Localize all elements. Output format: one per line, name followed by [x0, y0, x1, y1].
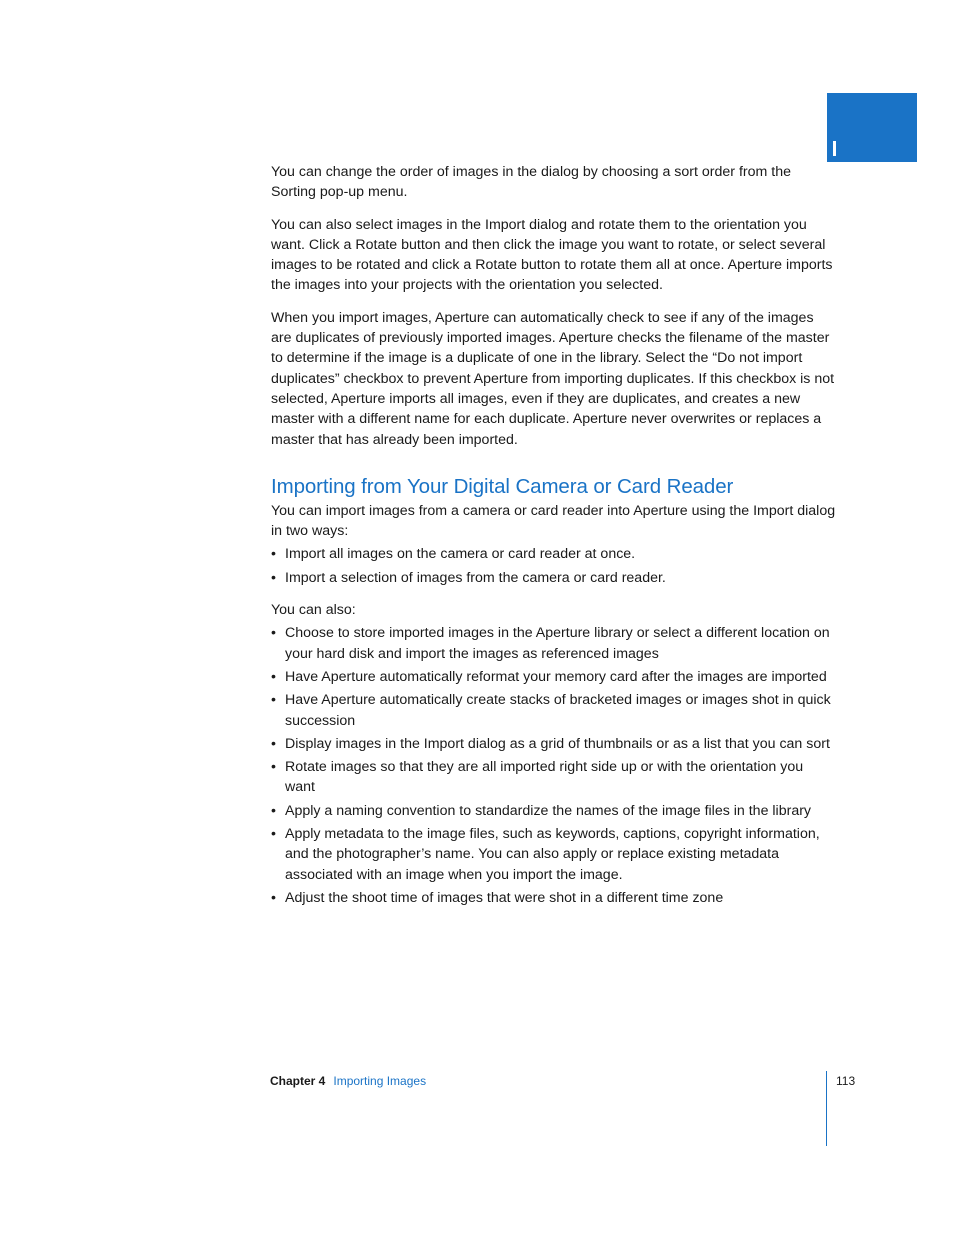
import-ways-list — [271, 544, 836, 588]
paragraph-duplicates: When you import images, Aperture can automatically check to see if any of the images are duplicates of previously imported images. Aperture checks the filename of the master to determine if the image is a duplicate of one in the library. Select the “Do not import duplicates” checkbox to prevent Aperture from importing duplicates. If this checkbox is not selected, Aperture imports all images, even if they are duplicates, and creates a new master with a different name for each duplicate. Aperture never overwrites or replaces a master that has already been imported. — [271, 309, 835, 448]
list-item: • Import all images on the camera or card reader at once. — [271, 544, 836, 564]
import-options-list — [271, 623, 836, 908]
paragraph-rotate: You can also select images in the Import dialog and rotate them to the orientation you want. Click a Rotate button and then click the image you want to rotate, or select several images to be rotated and click a Rotate button to rotate them all at once. Aperture imports the images into your projects with the orientation you selected. — [271, 216, 833, 294]
list-item: • Apply metadata to the image files, such as keywords, captions, copyright information, and the photographer’s name. You can also apply or replace existing metadata associated with an image when you import the image. — [271, 824, 836, 885]
paragraph-sorting: You can change the order of images in the dialog by choosing a sort order from the Sorting pop-up menu. — [271, 164, 792, 201]
page-content — [271, 162, 836, 908]
chapter-tab — [827, 93, 917, 162]
footer-divider — [826, 1071, 827, 1146]
page-number: 113 — [836, 1074, 856, 1088]
also-label: You can also: — [271, 602, 356, 619]
chapter-tab-mark — [833, 141, 836, 156]
list-item: • Adjust the shoot time of images that were shot in a different time zone — [271, 888, 836, 908]
list-item: • Import a selection of images from the camera or card reader. — [271, 568, 836, 588]
list-item: • Rotate images so that they are all imported right side up or with the orientation you want — [271, 757, 836, 798]
list-item: • Have Aperture automatically create stacks of bracketed images or images shot in quick succession — [271, 690, 836, 731]
section-intro: You can import images from a camera or card reader into Aperture using the Import dialog in two ways: — [271, 502, 836, 540]
list-item: • Display images in the Import dialog as a grid of thumbnails or as a list that you can sort — [271, 734, 836, 754]
footer-chapter — [270, 1073, 426, 1089]
list-item: • Have Aperture automatically reformat your memory card after the images are imported — [271, 667, 836, 687]
list-item: • Choose to store imported images in the Aperture library or select a different location on your hard disk and import the images as referenced images — [271, 623, 836, 664]
footer-chapter-title[interactable]: Importing Images — [333, 1074, 427, 1088]
section-heading: Importing from Your Digital Camera or Card Reader — [271, 474, 734, 498]
footer-chapter-label: Chapter 4 — [270, 1074, 326, 1088]
list-item: • Apply a naming convention to standardize the names of the image files in the library — [271, 801, 836, 821]
